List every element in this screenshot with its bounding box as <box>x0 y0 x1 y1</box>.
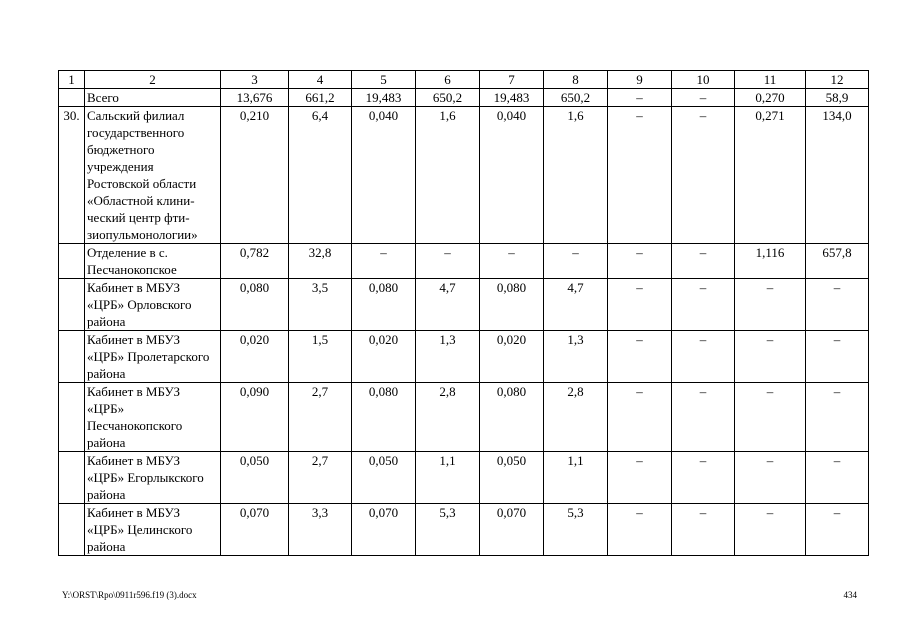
header-cell: 11 <box>735 71 806 89</box>
header-cell: 6 <box>416 71 480 89</box>
table-row <box>59 279 869 331</box>
value-cell: 650,2 <box>416 89 480 107</box>
header-cell: 1 <box>59 71 85 89</box>
value-cell: – <box>735 452 806 504</box>
institution-name-cell: Кабинет в МБУЗ «ЦРБ» Орловского района <box>85 279 221 331</box>
value-cell: 0,271 <box>735 107 806 244</box>
value-cell: – <box>608 452 672 504</box>
value-cell: 19,483 <box>480 89 544 107</box>
header-cell: 9 <box>608 71 672 89</box>
value-cell: 0,080 <box>352 279 416 331</box>
institution-name-cell: Всего <box>85 89 221 107</box>
value-cell: – <box>735 383 806 452</box>
value-cell: 1,116 <box>735 244 806 279</box>
value-cell: 1,5 <box>289 331 352 383</box>
value-cell: 13,676 <box>221 89 289 107</box>
header-cell: 7 <box>480 71 544 89</box>
institution-name-cell: Кабинет в МБУЗ «ЦРБ» Целинского района <box>85 504 221 556</box>
row-number-cell <box>59 279 85 331</box>
table-row <box>59 244 869 279</box>
value-cell: 1,6 <box>544 107 608 244</box>
value-cell: 1,3 <box>544 331 608 383</box>
header-cell: 4 <box>289 71 352 89</box>
value-cell: 650,2 <box>544 89 608 107</box>
header-cell: 3 <box>221 71 289 89</box>
value-cell: – <box>806 383 869 452</box>
value-cell: – <box>672 452 735 504</box>
value-cell: 2,8 <box>544 383 608 452</box>
header-cell: 12 <box>806 71 869 89</box>
value-cell: 4,7 <box>544 279 608 331</box>
value-cell: 661,2 <box>289 89 352 107</box>
row-number-cell <box>59 504 85 556</box>
value-cell: 1,3 <box>416 331 480 383</box>
row-number-cell <box>59 331 85 383</box>
value-cell: 134,0 <box>806 107 869 244</box>
value-cell: 0,020 <box>480 331 544 383</box>
value-cell: 0,070 <box>480 504 544 556</box>
value-cell: – <box>608 244 672 279</box>
row-number-cell <box>59 452 85 504</box>
value-cell: – <box>672 331 735 383</box>
value-cell: – <box>672 107 735 244</box>
value-cell: – <box>608 279 672 331</box>
value-cell: 2,7 <box>289 383 352 452</box>
value-cell: 1,1 <box>416 452 480 504</box>
value-cell: 19,483 <box>352 89 416 107</box>
value-cell: 0,782 <box>221 244 289 279</box>
value-cell: 0,040 <box>352 107 416 244</box>
value-cell: 32,8 <box>289 244 352 279</box>
value-cell: – <box>672 383 735 452</box>
value-cell: – <box>672 279 735 331</box>
institution-name-cell: Отделение в с. Песчанокопское <box>85 244 221 279</box>
value-cell: 0,270 <box>735 89 806 107</box>
value-cell: – <box>416 244 480 279</box>
data-table <box>58 70 869 556</box>
value-cell: 2,7 <box>289 452 352 504</box>
value-cell: 0,020 <box>352 331 416 383</box>
table-row <box>59 89 869 107</box>
value-cell: – <box>806 331 869 383</box>
row-number-cell <box>59 383 85 452</box>
row-number-cell <box>59 244 85 279</box>
value-cell: 0,080 <box>480 279 544 331</box>
value-cell: 1,6 <box>416 107 480 244</box>
value-cell: 1,1 <box>544 452 608 504</box>
table-row <box>59 107 869 244</box>
institution-name-cell: Кабинет в МБУЗ «ЦРБ» Пролетарского района <box>85 331 221 383</box>
value-cell: 2,8 <box>416 383 480 452</box>
value-cell: – <box>672 244 735 279</box>
value-cell: – <box>806 452 869 504</box>
value-cell: – <box>480 244 544 279</box>
value-cell: 0,090 <box>221 383 289 452</box>
value-cell: 0,080 <box>480 383 544 452</box>
value-cell: – <box>544 244 608 279</box>
institution-name-cell: Сальский филиал государственного бюджетного учреждения Ростовской области «Областной клини-ческий центр фти-зиопульмонологии» <box>85 107 221 244</box>
table-body <box>59 89 869 556</box>
institution-name-cell: Кабинет в МБУЗ «ЦРБ» Егорлыкского района <box>85 452 221 504</box>
value-cell: – <box>608 383 672 452</box>
value-cell: – <box>806 504 869 556</box>
value-cell: – <box>352 244 416 279</box>
value-cell: 0,070 <box>352 504 416 556</box>
table-row <box>59 383 869 452</box>
value-cell: 5,3 <box>416 504 480 556</box>
footer-file-path: Y:\ORST\Rpo\0911r596.f19 (3).docx <box>62 590 197 600</box>
value-cell: 0,210 <box>221 107 289 244</box>
value-cell: 0,020 <box>221 331 289 383</box>
value-cell: 5,3 <box>544 504 608 556</box>
value-cell: 0,070 <box>221 504 289 556</box>
value-cell: – <box>608 89 672 107</box>
value-cell: 0,080 <box>221 279 289 331</box>
value-cell: – <box>608 107 672 244</box>
value-cell: – <box>735 504 806 556</box>
header-cell: 8 <box>544 71 608 89</box>
value-cell: – <box>735 331 806 383</box>
value-cell: 0,040 <box>480 107 544 244</box>
value-cell: 4,7 <box>416 279 480 331</box>
value-cell: – <box>672 89 735 107</box>
table-row <box>59 504 869 556</box>
value-cell: 58,9 <box>806 89 869 107</box>
table-header <box>59 71 869 89</box>
value-cell: – <box>672 504 735 556</box>
table-row <box>59 331 869 383</box>
value-cell: 3,5 <box>289 279 352 331</box>
footer-page-number: 434 <box>843 590 857 600</box>
header-cell: 10 <box>672 71 735 89</box>
value-cell: – <box>735 279 806 331</box>
institution-name-cell: Кабинет в МБУЗ «ЦРБ» Песчанокопского района <box>85 383 221 452</box>
header-cell: 2 <box>85 71 221 89</box>
value-cell: – <box>608 504 672 556</box>
value-cell: 657,8 <box>806 244 869 279</box>
value-cell: – <box>806 279 869 331</box>
header-cell: 5 <box>352 71 416 89</box>
table-row <box>59 452 869 504</box>
value-cell: 6,4 <box>289 107 352 244</box>
value-cell: 3,3 <box>289 504 352 556</box>
value-cell: 0,050 <box>480 452 544 504</box>
row-number-cell: 30. <box>59 107 85 244</box>
value-cell: 0,050 <box>352 452 416 504</box>
value-cell: 0,080 <box>352 383 416 452</box>
row-number-cell <box>59 89 85 107</box>
value-cell: 0,050 <box>221 452 289 504</box>
value-cell: – <box>608 331 672 383</box>
